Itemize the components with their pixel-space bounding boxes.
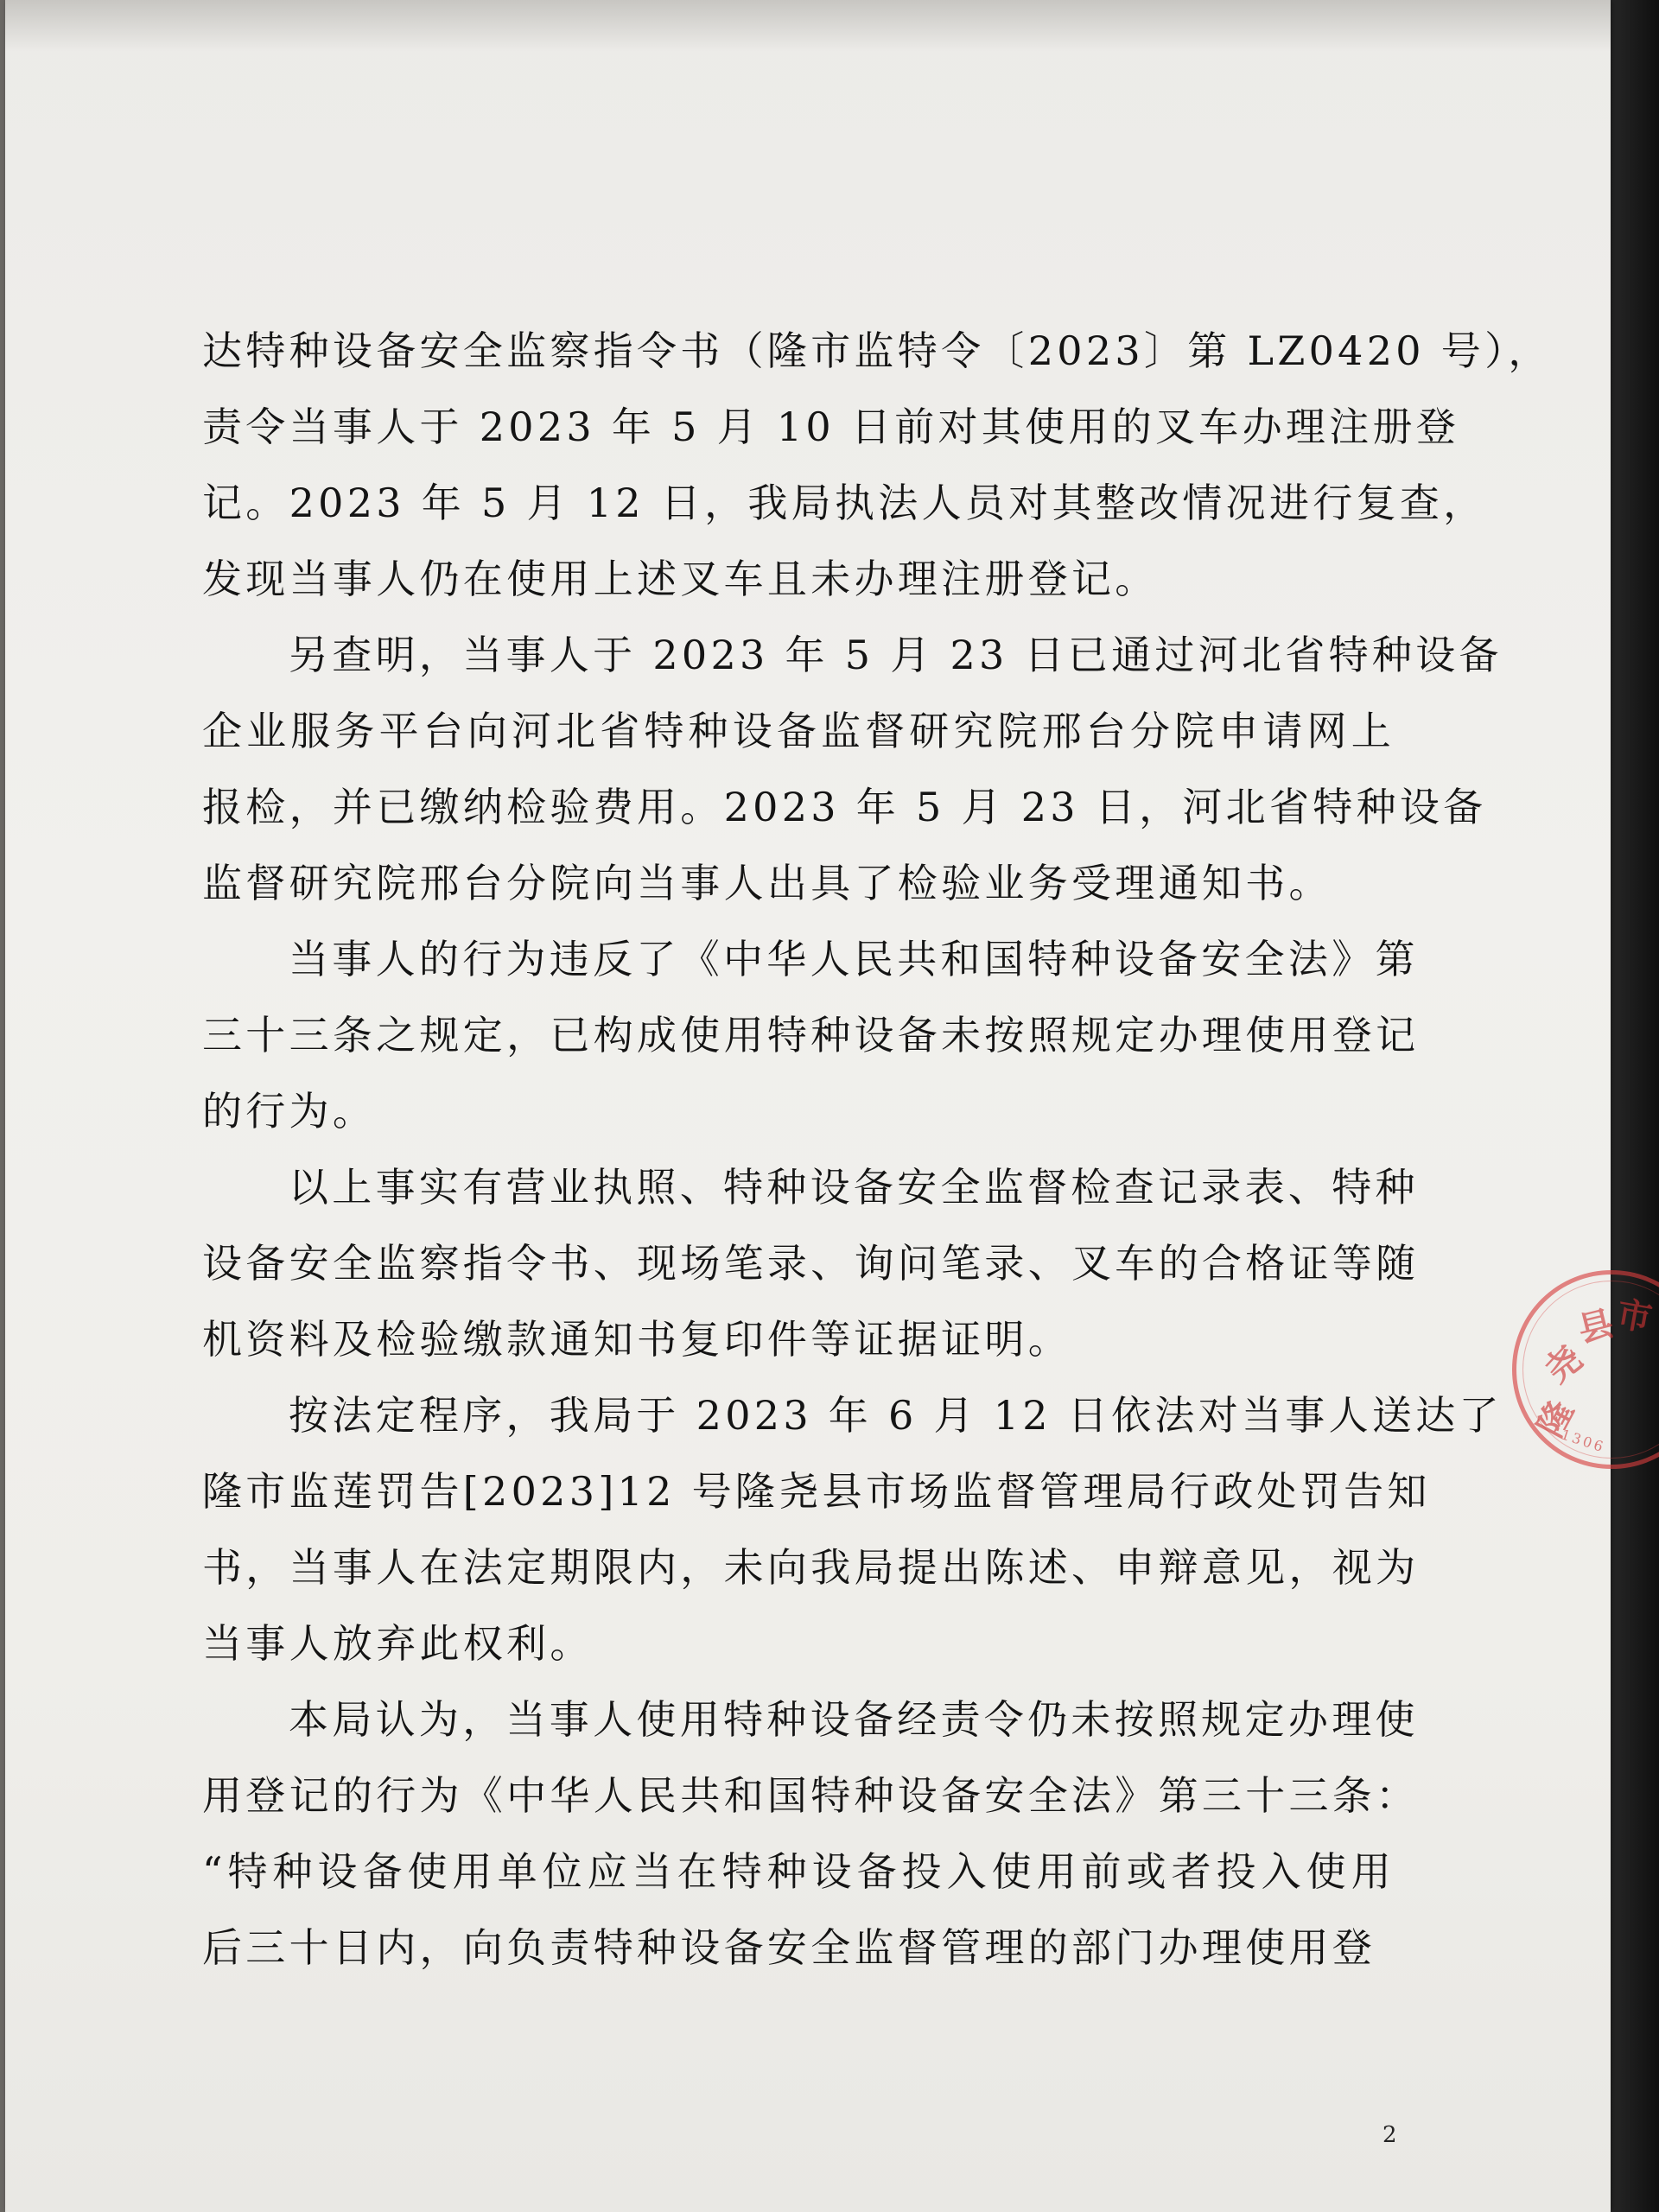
text-line: 当事人的行为违反了《中华人民共和国特种设备安全法》第 [289,936,1419,982]
seal-code: 1306 [1559,1426,1608,1456]
page-number: 2 [1382,2122,1397,2148]
paper-shadow-top [5,0,1611,52]
text-line: 责令当事人于 2023 年 5 月 10 日前对其使用的叉车办理注册登 [202,404,1460,450]
text-line: 用登记的行为《中华人民共和国特种设备安全法》第三十三条： [202,1772,1420,1819]
text-line: 隆市监莲罚告[2023]12 号隆尧县市场监督管理局行政处罚告知 [202,1468,1431,1515]
paragraph [202,1156,1420,1384]
text-line: 另查明，当事人于 2023 年 5 月 23 日已通过河北省特种设备 [289,632,1503,678]
seal-char-1: 隆 [1529,1394,1582,1444]
text-line: 发现当事人仍在使用上述叉车且未办理注册登记。 [202,556,1159,602]
text-line: 当事人放弃此权利。 [202,1620,594,1667]
text-line: 监督研究院邢台分院向当事人出具了检验业务受理通知书。 [202,860,1332,906]
text-line: “特种设备使用单位应当在特种设备投入使用前或者投入使用 [202,1848,1395,1895]
text-line: 以上事实有营业执照、特种设备安全监督检查记录表、特种 [289,1164,1419,1211]
document-body [202,320,1552,1993]
paragraph [202,624,1503,928]
text-line: 企业服务平台向河北省特种设备监督研究院邢台分院申请网上 [202,708,1395,754]
seal-char-2: 尧 [1537,1338,1591,1391]
text-line: 达特种设备安全监察指令书（隆市监特令〔2023〕第 LZ0420 号）， [202,327,1552,374]
text-line: 机资料及检验缴款通知书复印件等证据证明。 [202,1316,1071,1363]
paragraph [202,320,1552,624]
text-line: 按法定程序，我局于 2023 年 6 月 12 日依法对当事人送达了 [289,1392,1503,1439]
text-line: 本局认为，当事人使用特种设备经责令仍未按照规定办理使 [289,1696,1419,1743]
text-line: 后三十日内，向负责特种设备安全监督管理的部门办理使用登 [202,1924,1376,1971]
text-line: 报检，并已缴纳检验费用。2023 年 5 月 23 日，河北省特种设备 [202,784,1487,830]
paragraph [202,928,1420,1156]
seal-char-4: 市 [1613,1293,1656,1340]
text-line: 书，当事人在法定期限内，未向我局提出陈述、申辩意见，视为 [202,1544,1420,1591]
text-line: 的行为。 [202,1088,377,1135]
seal-char-3: 县 [1573,1302,1618,1351]
paragraph [202,1384,1503,1688]
paragraph [202,1688,1420,1993]
dark-background-right [1603,0,1659,2212]
text-line: 记。2023 年 5 月 12 日，我局执法人员对其整改情况进行复查， [202,480,1487,526]
text-line: 三十三条之规定，已构成使用特种设备未按照规定办理使用登记 [202,1012,1420,1058]
text-line: 设备安全监察指令书、现场笔录、询问笔录、叉车的合格证等随 [202,1240,1420,1287]
